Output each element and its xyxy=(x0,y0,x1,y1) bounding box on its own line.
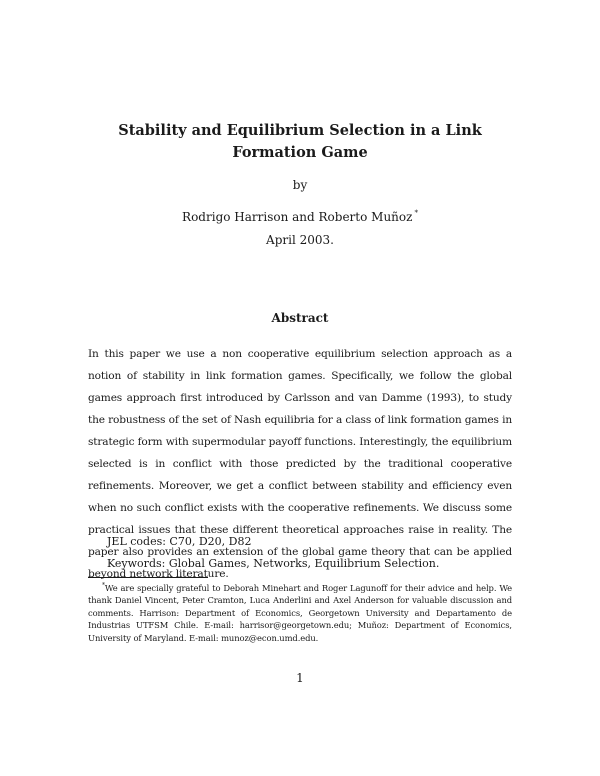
abstract-heading: Abstract xyxy=(271,311,329,325)
publication-date: April 2003. xyxy=(266,233,334,247)
by-line: by xyxy=(292,178,308,192)
author-footnote-mark: * xyxy=(414,209,418,217)
footnote-mark: * xyxy=(102,582,105,589)
footnote-text: We are specially grateful to Deborah Minehart and Roger Lagunoff for their advice and help. We thank Daniel Vincent, Peter Cramton, Luca Anderlini and Axel Anderson for valuable discussion and comments. Harrison: Department of Economics, Georgetown University and Departamento de Industrias UTFSM Chile. E-mail: harrisor@georgetown.edu; Muñoz: Department of Economics, University of Maryland. E-mail: munoz@econ.umd.edu. xyxy=(88,583,512,643)
footnote-divider xyxy=(88,577,208,578)
jel-codes: JEL codes: C70, D20, D82 xyxy=(107,535,252,548)
keywords: Keywords: Global Games, Networks, Equilibrium Selection. xyxy=(107,557,440,570)
abstract-text: In this paper we use a non cooperative equilibrium selection approach as a notion of stability in link formation games. Specifically, we follow the global games approach first introduced by Carlsson and van Damme (1993), to study the robustness of the set of Nash equilibria for a class of link formation games in strategic form with supermodular payoff functions. Interestingly, the equilibrium selected is in conflict with those predicted by the traditional cooperative refinements. Moreover, we get a conflict between stability and efficiency even when no such conflict exists with the cooperative refinements. We discuss some practical issues that these different theoretical approaches raise in reality. The paper also provides an extension of the global game theory that can be applied beyond network literature. xyxy=(88,348,512,580)
paper-title: Stability and Equilibrium Selection in a Link Formation Game xyxy=(118,122,482,161)
footnote xyxy=(88,580,512,644)
page-number: 1 xyxy=(296,671,304,685)
author-names: Rodrigo Harrison and Roberto Muñoz xyxy=(182,210,413,224)
authors xyxy=(0,209,600,224)
